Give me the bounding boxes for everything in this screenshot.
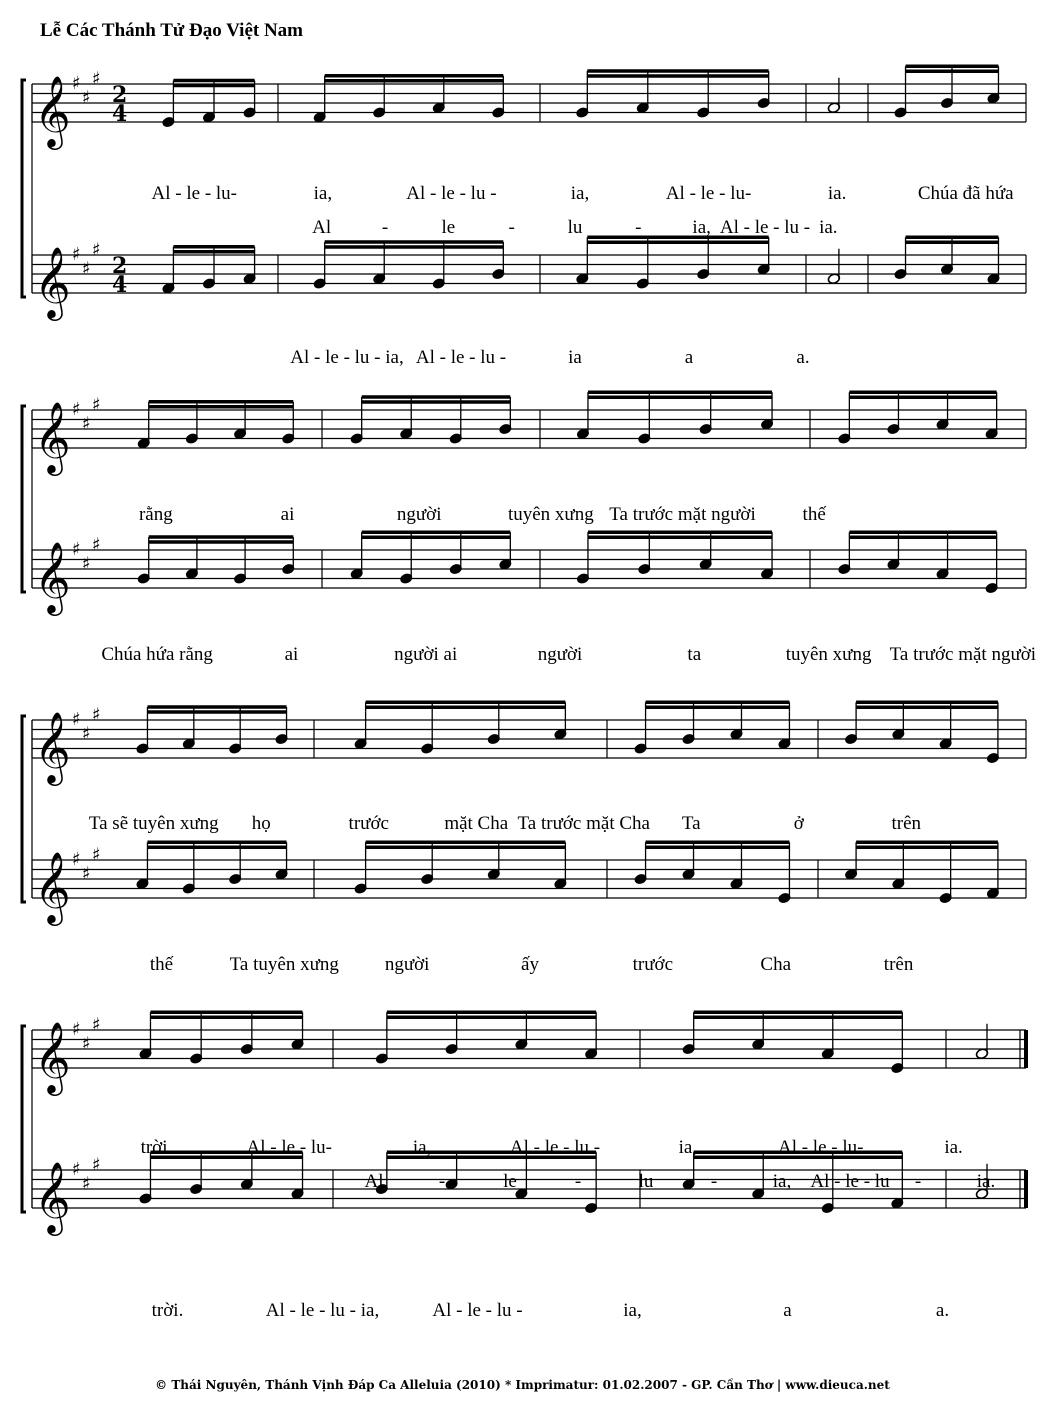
treble-clef-icon: 𝄞 bbox=[34, 540, 71, 613]
lyric-top-s4: trời. bbox=[140, 1137, 173, 1158]
sharp-icon: ♯ bbox=[92, 844, 101, 866]
lyric-bottom-s2: Chúa hứa rằng bbox=[101, 644, 213, 665]
lyric-bottom-s3: trên bbox=[883, 954, 914, 975]
time-signature-top: 2 bbox=[112, 82, 128, 108]
sharp-icon: ♯ bbox=[92, 704, 101, 726]
time-signature-bottom: 4 bbox=[112, 101, 128, 127]
lyric-top2-s4: - bbox=[438, 1171, 446, 1192]
lyric-top2-s4: ia. bbox=[976, 1171, 996, 1192]
lyric-bottom-s3: người bbox=[384, 954, 430, 975]
sharp-icon: ♯ bbox=[82, 258, 91, 280]
treble-clef-icon: 𝄞 bbox=[34, 400, 71, 473]
treble-clef-icon: 𝄞 bbox=[34, 850, 71, 923]
lyric-bottom-s4: Al - le - lu - ia, bbox=[265, 1300, 380, 1321]
lyric-top-s3: ở bbox=[793, 813, 804, 834]
lyric-bottom-s3: ấy bbox=[521, 954, 539, 975]
sharp-icon: ♯ bbox=[82, 863, 91, 885]
lyric-bottom-s1: ia bbox=[568, 347, 582, 368]
lyric-top-s1: Al - le - lu- bbox=[665, 183, 752, 204]
lyric-top-s4: ia. bbox=[944, 1137, 963, 1158]
lyric-bottom-s4: trời. bbox=[151, 1300, 184, 1321]
lyric-bottom-s4: ia, bbox=[623, 1300, 642, 1321]
sharp-icon: ♯ bbox=[72, 539, 81, 560]
lyric-top-s2: người bbox=[396, 504, 442, 525]
lyric-top-s3: Ta sẽ tuyên xưng bbox=[88, 813, 219, 834]
sharp-icon: ♯ bbox=[82, 87, 91, 109]
sharp-icon: ♯ bbox=[92, 394, 101, 416]
lyric-top-s2: tuyên xưng bbox=[507, 504, 594, 525]
lyric-top2-s1: - bbox=[635, 217, 642, 238]
lyric-top2-s4: - bbox=[914, 1171, 922, 1192]
system-bracket bbox=[22, 80, 26, 297]
lyric-bottom-s2: người bbox=[537, 644, 583, 665]
sharp-icon: ♯ bbox=[82, 1173, 91, 1195]
lyric-bottom-s1: Al - le - lu - bbox=[415, 347, 507, 368]
sharp-icon: ♯ bbox=[72, 399, 81, 420]
lyric-top2-s4: - bbox=[574, 1171, 582, 1192]
lyric-bottom-s1: a. bbox=[796, 347, 810, 368]
lyric-bottom-s2: tuyên xưng bbox=[785, 644, 872, 665]
lyric-top-s3: mặt Cha bbox=[444, 813, 509, 834]
treble-clef-icon: 𝄞 bbox=[34, 245, 71, 318]
lyric-top-s3: trên bbox=[891, 813, 922, 834]
lyric-top-s4: Al - le - lu- bbox=[246, 1137, 333, 1158]
sharp-icon: ♯ bbox=[72, 1019, 81, 1040]
lyric-top-s3: họ bbox=[251, 813, 271, 834]
lyric-top2-s4: - bbox=[710, 1171, 718, 1192]
lyric-bottom-s3: Cha bbox=[760, 954, 792, 975]
lyric-top2-s4: Al bbox=[364, 1171, 384, 1192]
lyric-bottom-s3: Ta tuyên xưng bbox=[229, 954, 339, 975]
sharp-icon: ♯ bbox=[72, 709, 81, 730]
lyric-bottom-s1: Al - le - lu - ia, bbox=[290, 347, 404, 368]
lyric-bottom-s1: a bbox=[684, 347, 694, 368]
lyric-top2-s1: Al - le - lu - bbox=[719, 217, 811, 238]
lyric-bottom-s2: ai bbox=[284, 644, 299, 665]
lyric-top-s3: Ta trước mặt Cha bbox=[517, 813, 650, 834]
sharp-icon: ♯ bbox=[82, 553, 91, 575]
system-bracket bbox=[22, 716, 26, 902]
lyric-bottom-s2: ta bbox=[687, 644, 702, 665]
sharp-icon: ♯ bbox=[72, 1159, 81, 1180]
song-title: Lễ Các Thánh Tử Đạo Việt Nam bbox=[40, 20, 304, 41]
sharp-icon: ♯ bbox=[92, 1014, 101, 1036]
lyric-top-s2: Ta trước mặt người bbox=[609, 504, 756, 525]
lyric-bottom-s4: a. bbox=[935, 1300, 950, 1321]
sharp-icon: ♯ bbox=[92, 1154, 101, 1176]
lyric-top2-s4: le bbox=[503, 1171, 517, 1192]
lyric-top-s1: ia, bbox=[570, 183, 590, 204]
system-bracket bbox=[22, 406, 26, 592]
lyric-top2-s1: ia, bbox=[692, 217, 711, 238]
lyric-bottom-s3: trước bbox=[632, 954, 674, 975]
lyric-top-s1: ia, bbox=[313, 183, 333, 204]
lyric-top2-s1: ia. bbox=[819, 217, 838, 238]
sharp-icon: ♯ bbox=[82, 1033, 91, 1055]
lyric-top-s4: ia, bbox=[412, 1137, 432, 1158]
lyric-top-s2: thế bbox=[802, 504, 826, 525]
sharp-icon: ♯ bbox=[92, 534, 101, 556]
lyric-top2-s1: Al bbox=[312, 217, 332, 238]
lyric-bottom-s4: a bbox=[783, 1300, 792, 1321]
time-signature-bottom: 4 bbox=[112, 272, 128, 298]
lyric-top-s4: Al - le - lu - bbox=[509, 1137, 601, 1158]
system-bracket bbox=[22, 1026, 26, 1212]
sharp-icon: ♯ bbox=[72, 73, 81, 94]
copyright-footer: © Thái Nguyên, Thánh Vịnh Đáp Ca Alleluia (2010) * Imprimatur: 01.02.2007 - GP. Cần Thơ | www.dieuca.net bbox=[155, 1378, 890, 1392]
lyric-bottom-s2: người ai bbox=[394, 644, 458, 665]
lyric-top2-s1: le bbox=[441, 217, 456, 238]
time-signature-top: 2 bbox=[112, 253, 128, 279]
lyric-top2-s4: ia, bbox=[772, 1171, 792, 1192]
sharp-icon: ♯ bbox=[92, 68, 101, 90]
treble-clef-icon: 𝄞 bbox=[34, 710, 71, 783]
system-4 bbox=[22, 1012, 1026, 1236]
lyric-top-s3: trước bbox=[348, 813, 389, 834]
treble-clef-icon: 𝄞 bbox=[34, 1020, 71, 1093]
lyric-top-s2: rằng bbox=[138, 504, 173, 525]
lyric-top2-s4: lu bbox=[638, 1171, 654, 1192]
sharp-icon: ♯ bbox=[72, 849, 81, 870]
lyric-top-s4: ia, bbox=[678, 1137, 698, 1158]
lyric-top2-s1: - bbox=[508, 217, 515, 238]
treble-clef-icon: 𝄞 bbox=[34, 1160, 71, 1233]
lyric-top-s2: ai bbox=[280, 504, 295, 525]
lyric-top-s1: Al - le - lu- bbox=[151, 183, 238, 204]
lyric-bottom-s3: thế bbox=[149, 954, 174, 975]
treble-clef-icon: 𝄞 bbox=[34, 74, 71, 147]
lyric-bottom-s2: Ta trước mặt người bbox=[889, 644, 1037, 665]
lyric-top-s4: Al - le - lu- bbox=[777, 1137, 864, 1158]
lyric-top2-s1: lu bbox=[567, 217, 583, 238]
lyric-top2-s1: - bbox=[381, 217, 389, 238]
sharp-icon: ♯ bbox=[82, 723, 91, 745]
lyric-top2-s4: Al - le - lu bbox=[810, 1171, 890, 1192]
sharp-icon: ♯ bbox=[92, 239, 101, 261]
sharp-icon: ♯ bbox=[72, 244, 81, 265]
lyric-top-s1: Al - le - lu - bbox=[406, 183, 497, 204]
lyric-top-s3: Ta bbox=[681, 813, 701, 834]
lyric-bottom-s4: Al - le - lu - bbox=[432, 1300, 523, 1321]
sharp-icon: ♯ bbox=[82, 413, 91, 435]
lyric-top-s1: ia. bbox=[827, 183, 847, 204]
lyric-top-s1: Chúa đã hứa bbox=[917, 183, 1014, 204]
